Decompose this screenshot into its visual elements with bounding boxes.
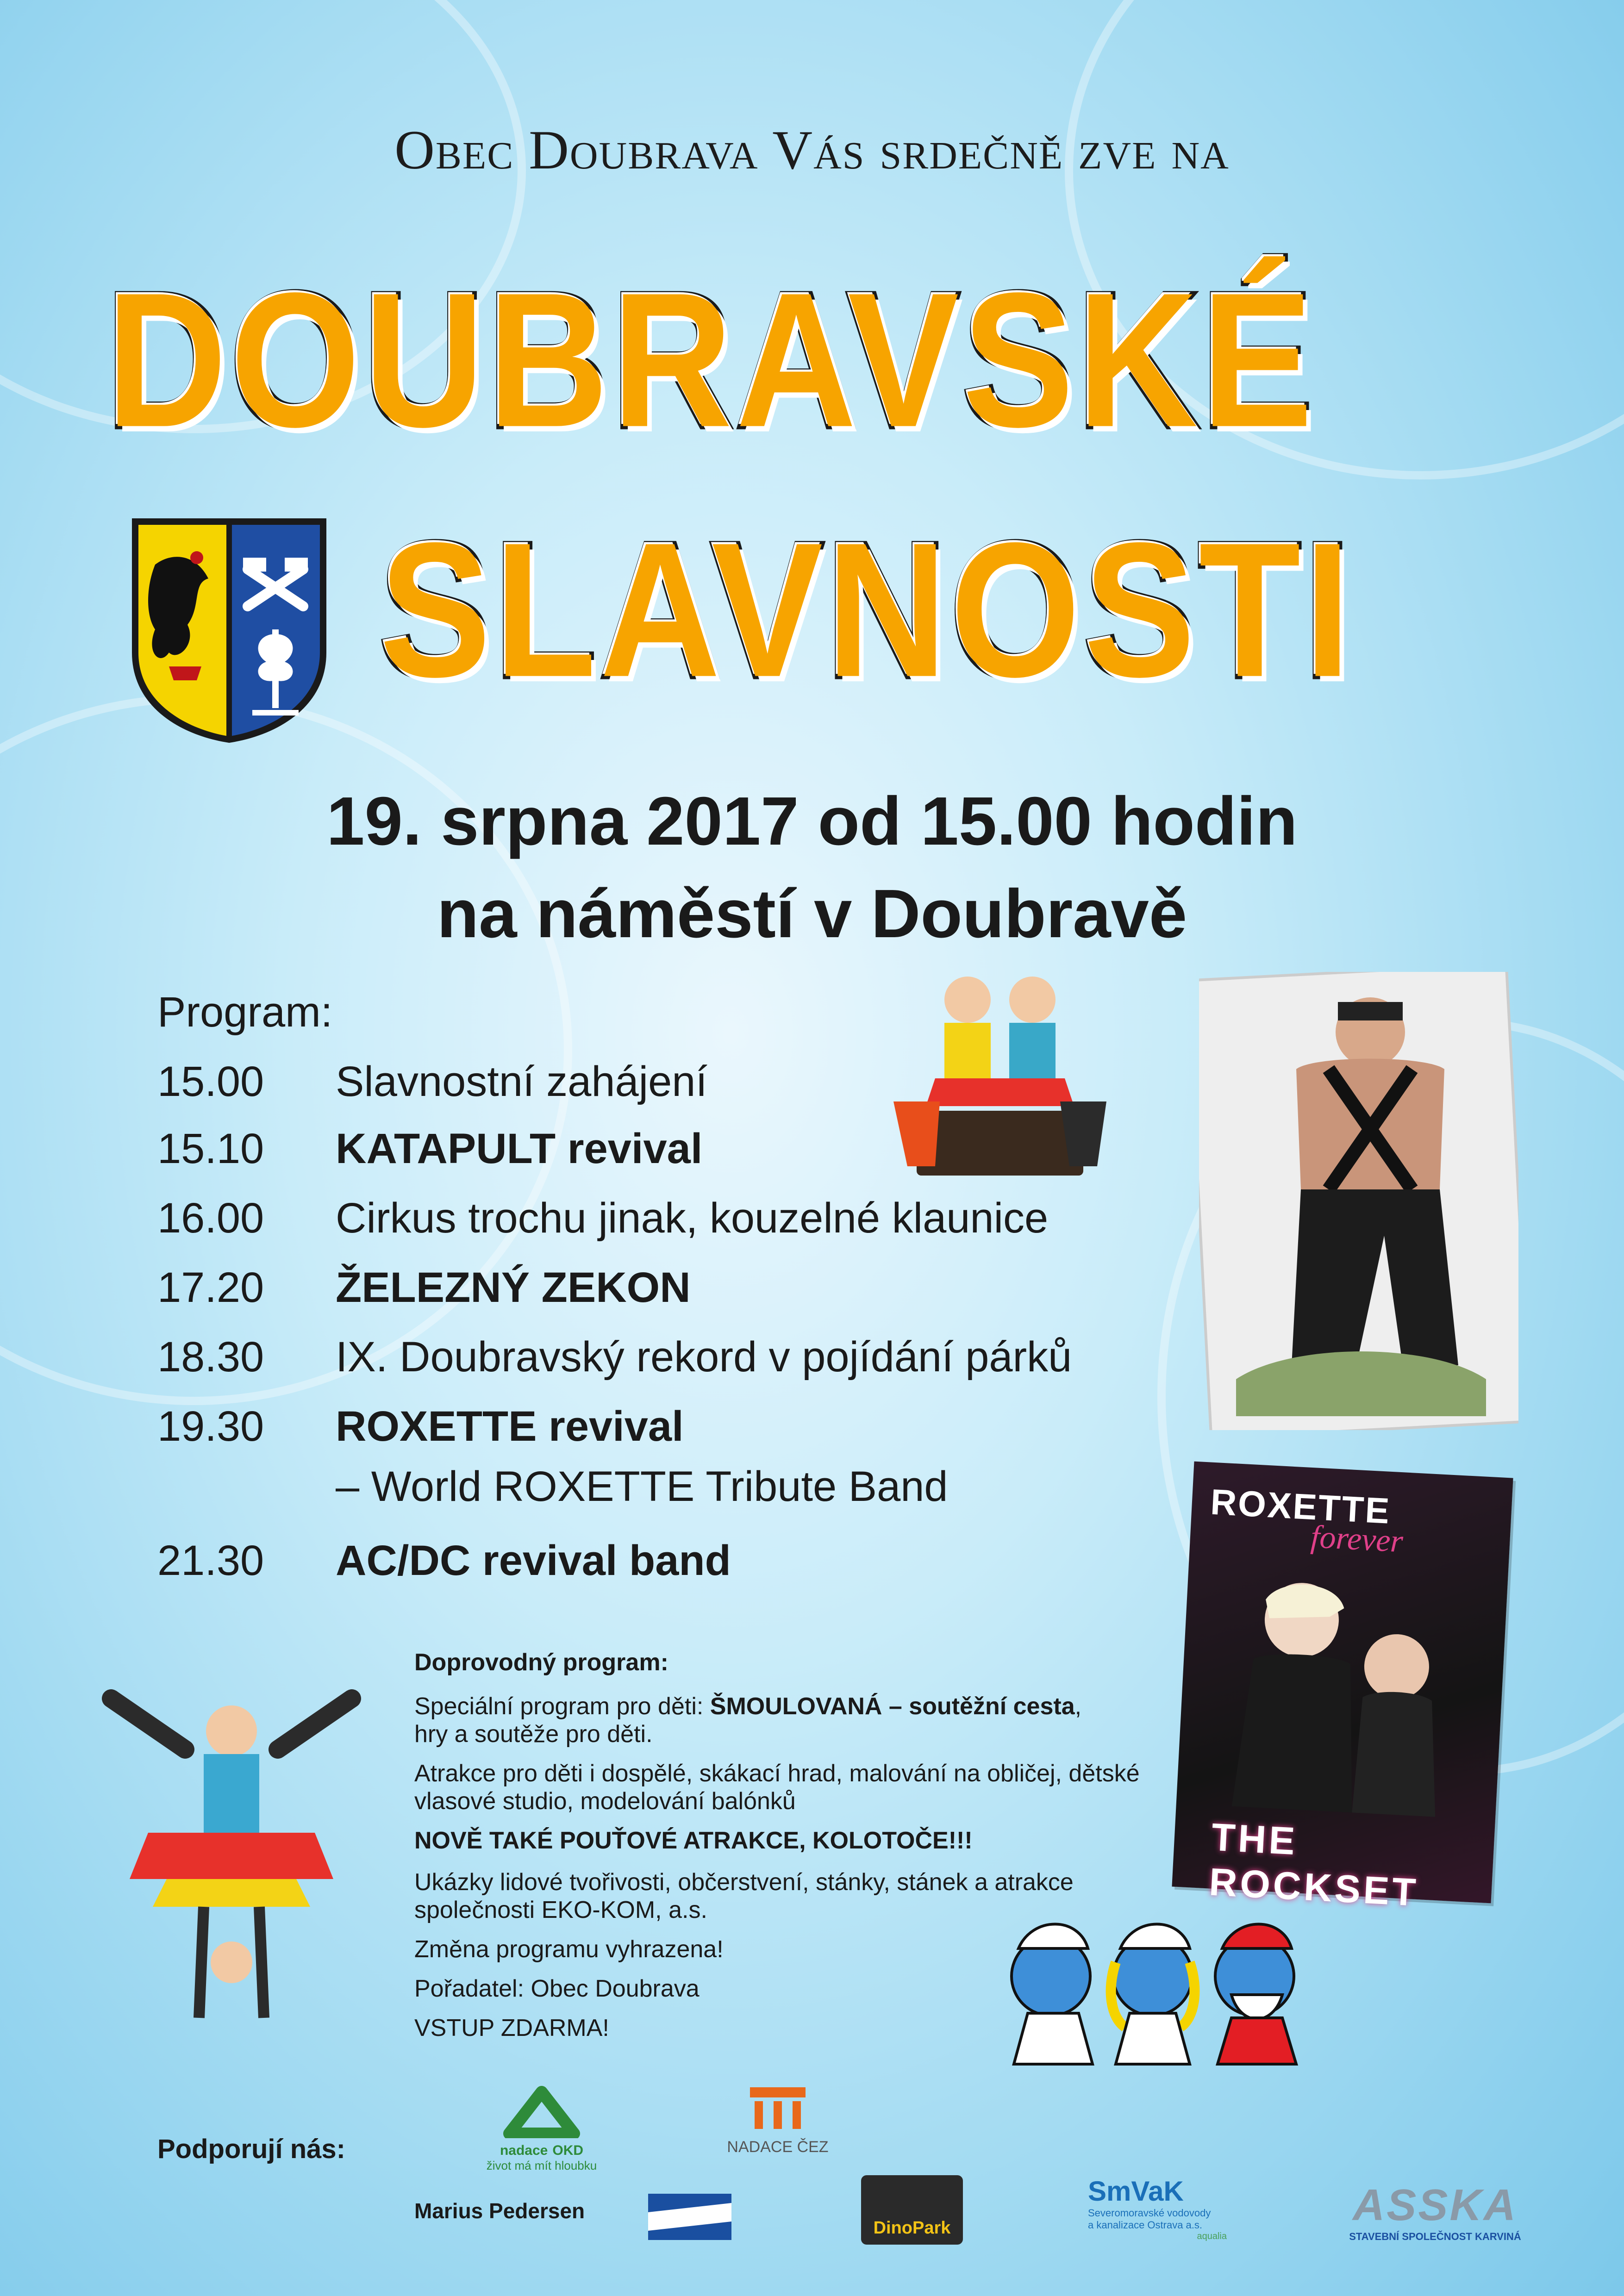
supporting-line [414,1692,1294,1721]
aqualia-label: aqualia [1197,2231,1227,2241]
smvak-subtitle: a kanalizace Ostrava a.s. [1088,2219,1203,2231]
program-headliner: ŽELEZNÝ ZEKON [336,1264,691,1311]
sponsor-smvak [1088,2175,1227,2242]
program-item [157,1537,731,1585]
cez-logo-icon [748,2083,808,2134]
program-item [157,1058,707,1106]
sponsor-dinopark [861,2175,963,2245]
supporting-line: vlasové studio, modelování balónků [414,1788,796,1815]
program-time: 17.20 [157,1264,264,1311]
smurfs-illustration [995,1907,1310,2092]
event-date: 19. srpna 2017 od 15.00 hodin [326,783,1298,859]
program-time: 15.10 [157,1125,264,1172]
title-line-2: SLAVNOSTI [380,503,1355,717]
zelezny-zekon-photo [1199,972,1518,1430]
program-headliner: ROXETTE [336,1403,537,1450]
okd-tagline: život má mít hloubku [486,2159,597,2172]
smvak-logo: SmVaK [1088,2176,1184,2207]
program-time: 15.00 [157,1058,264,1105]
invite-line: Obec Doubrava Vás srdečně zve na [394,119,1230,180]
cez-label: NADACE ČEZ [727,2138,829,2156]
okd-logo-icon [500,2083,583,2138]
supporting-line: Atrakce pro děti i dospělé, skákací hrad, malování na obličej, dětské [414,1760,1140,1787]
program-text: revival band [470,1537,731,1584]
marius-pedersen-logo-icon [648,2194,731,2240]
supporting-text: Speciální program pro děti: [414,1693,710,1720]
supporting-text: , [1074,1693,1082,1720]
asska-logo: ASSKA [1352,2180,1518,2230]
event-venue: na náměstí v Doubravě [437,876,1187,952]
okd-logo-prefix: nadace [500,2143,548,2158]
coat-of-arms-icon [127,514,331,745]
program-item [157,1125,702,1173]
program-text: revival [537,1403,684,1450]
program-text: revival [556,1125,703,1172]
sponsor-marius-pedersen: Marius Pedersen [414,2199,585,2223]
program-item [157,1263,691,1312]
program-time: 19.30 [157,1403,264,1450]
dinopark-logo-text: DinoPark [873,2218,951,2238]
supporting-line: společnosti EKO-KOM, a.s. [414,1897,707,1923]
program-text: IX. Doubravský rekord v pojídání párků [336,1333,1072,1381]
rockset-logo: THE ROCKSET [1208,1815,1420,1915]
sponsors-label: Podporují nás: [157,2134,345,2164]
roxette-poster-tagline: forever [1310,1519,1404,1560]
program-time: 16.00 [157,1195,264,1242]
program-item [157,1194,1048,1243]
title-line-1: DOUBRAVSKÉ [106,253,1317,467]
program-item [157,1462,948,1511]
smvak-subtitle: Severomoravské vodovody [1088,2207,1211,2219]
clowns-photo [880,963,1120,1185]
supporting-heading: Doprovodný program: [414,1649,668,1676]
sponsor-okd [472,2083,611,2173]
supporting-line: VSTUP ZDARMA! [414,2015,609,2041]
program-headliner: AC/DC [336,1537,471,1584]
program-item [157,1402,684,1451]
supporting-line: Ukázky lidové tvořivosti, občerstvení, stánky, stánek a atrakce [414,1869,1074,1896]
supporting-highlight: NOVĚ TAKÉ POUŤOVÉ ATRAKCE, KOLOTOČE!!! [414,1827,973,1854]
program-time: 18.30 [157,1333,264,1381]
asska-subtitle: STAVEBNÍ SPOLEČNOST KARVINÁ [1349,2231,1521,2242]
program-heading: Program: [157,989,333,1036]
okd-logo-name: OKD [552,2143,584,2158]
sponsor-cez [708,2083,847,2156]
program-item [157,1333,1072,1381]
sponsor-asska [1343,2180,1528,2243]
program-text: Cirkus trochu jinak, kouzelné klaunice [336,1195,1049,1242]
program-text: – World ROXETTE Tribute Band [336,1463,948,1510]
supporting-line: Pořadatel: Obec Doubrava [414,1975,700,2002]
roxette-poster-title: ROXETTE [1209,1481,1392,1531]
program-text: Slavnostní zahájení [336,1058,707,1105]
program-time: 21.30 [157,1537,264,1584]
supporting-line: Změna programu vyhrazena! [414,1936,724,1963]
supporting-line: hry a soutěže pro děti. [414,1721,653,1748]
program-headliner: KATAPULT [336,1125,556,1172]
acrobat-clowns-photo [93,1685,370,2036]
smoulovana-highlight: ŠMOULOVANÁ – soutěžní cesta [710,1693,1075,1720]
